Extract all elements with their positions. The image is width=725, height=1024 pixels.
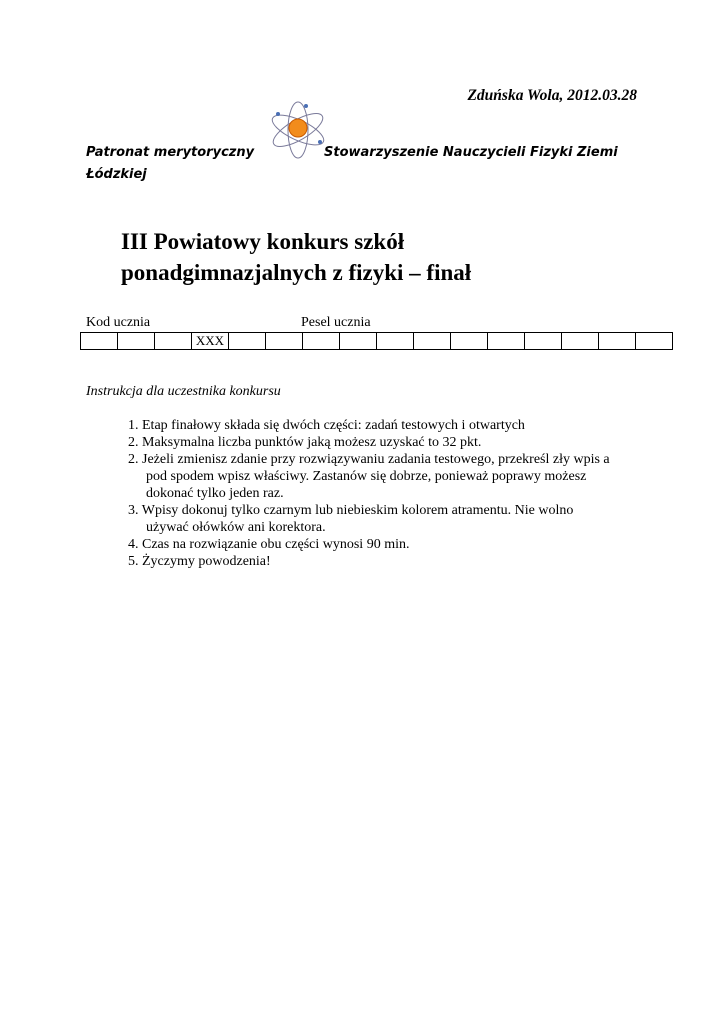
instruction-text: Etap finałowy składa się dwóch części: zadań testowych i otwartych (142, 418, 525, 433)
id-cell[interactable] (562, 333, 599, 350)
id-cell[interactable] (488, 333, 525, 350)
association-logo (266, 98, 330, 162)
instruction-text: Życzymy powodzenia! (142, 554, 271, 569)
instruction-number: 1. (128, 418, 142, 433)
student-code-label: Kod ucznia (86, 315, 151, 330)
id-cell[interactable] (525, 333, 562, 350)
instruction-text: Maksymalna liczba punktów jaką możesz uzyskać to 32 pkt. (142, 435, 482, 450)
instruction-text: Jeżeli zmienisz zdanie przy rozwiązywaniu zadania testowego, przekreśl zły wpis a (142, 452, 610, 467)
instruction-text: Wpisy dokonuj tylko czarnym lub niebieskim kolorem atramentu. Nie wolno (141, 503, 574, 518)
title-line-2: ponadgimnazjalnych z fizyki – finał (121, 260, 472, 285)
instruction-line (128, 502, 648, 519)
page-title (121, 226, 641, 288)
instruction-line (128, 553, 648, 570)
instructions-heading: Instrukcja dla uczestnika konkursu (86, 384, 281, 399)
patronage-label: Patronat merytoryczny (86, 145, 255, 160)
id-cell[interactable] (81, 333, 118, 350)
student-id-row (81, 333, 673, 350)
instruction-line (128, 417, 648, 434)
patronage-organization-continued: Łódzkiej (86, 167, 147, 182)
instruction-number: 4. (128, 537, 142, 552)
id-cell[interactable] (636, 333, 673, 350)
document-date: Zduńska Wola, 2012.03.28 (467, 87, 637, 104)
title-line-1: III Powiatowy konkurs szkół (121, 229, 405, 254)
id-cell[interactable] (303, 333, 340, 350)
id-cell[interactable] (599, 333, 636, 350)
pesel-label: Pesel ucznia (301, 315, 371, 330)
patronage-organization: Stowarzyszenie Nauczycieli Fizyki Ziemi (324, 145, 618, 160)
student-id-table (80, 332, 673, 350)
instruction-line: dokonać tylko jeden raz. (146, 486, 284, 501)
id-cell[interactable] (266, 333, 303, 350)
instruction-line: pod spodem wpisz właściwy. Zastanów się dobrze, ponieważ poprawy możesz (146, 469, 587, 484)
id-cell[interactable] (451, 333, 488, 350)
id-cell[interactable] (377, 333, 414, 350)
instruction-text: Czas na rozwiązanie obu części wynosi 90 min. (142, 537, 410, 552)
id-cell[interactable] (118, 333, 155, 350)
id-cell[interactable] (414, 333, 451, 350)
instruction-line (128, 451, 648, 468)
id-cell[interactable] (340, 333, 377, 350)
instruction-line: używać ołówków ani korektora. (146, 520, 326, 535)
id-cell[interactable] (229, 333, 266, 350)
id-cell[interactable]: XXX (192, 333, 229, 350)
instruction-line (128, 434, 648, 451)
instructions-list (128, 417, 648, 570)
instruction-number: 3. (128, 503, 142, 518)
id-cell[interactable] (155, 333, 192, 350)
instruction-number: 2. (128, 452, 142, 467)
instruction-number: 5. (128, 554, 142, 569)
instruction-number: 2. (128, 435, 142, 450)
instruction-line (128, 536, 648, 553)
